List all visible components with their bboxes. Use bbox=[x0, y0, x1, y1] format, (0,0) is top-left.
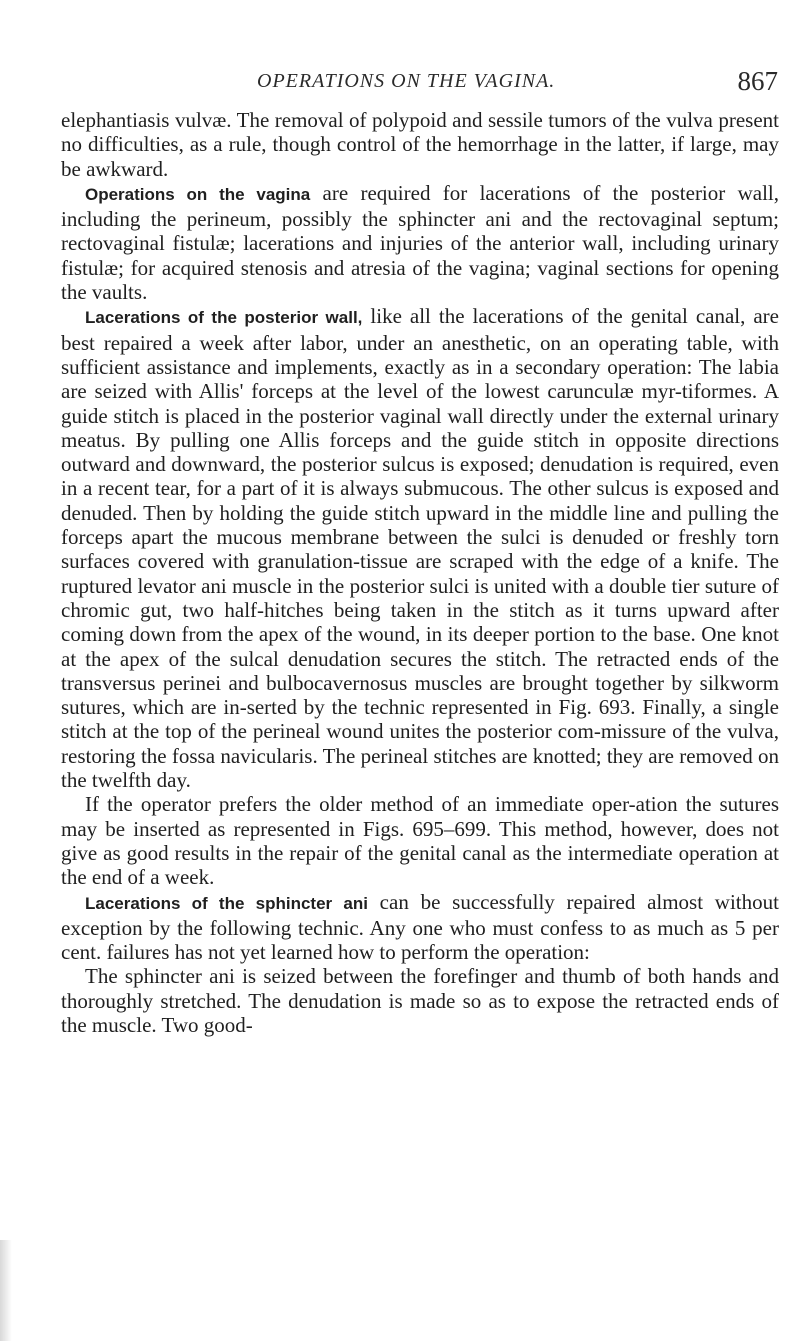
paragraph-3 bbox=[61, 304, 779, 792]
paragraph-4 bbox=[61, 792, 779, 889]
paragraph-2-text: are required for lacerations of the posterior wall, including the perineum, possibly the sphincter ani and the rectovaginal septum; rectovaginal fistulæ; lacerations and injuries of the anterior wall, including urinary fistulæ; for acquired stenosis and atresia of the vagina; vaginal sections for opening the vaults. bbox=[61, 180, 779, 305]
page-edge-shadow bbox=[0, 1240, 12, 1341]
paragraph-6 bbox=[61, 964, 779, 1037]
paragraph-3-heading: Lacerations of the posterior wall, bbox=[85, 308, 363, 328]
paragraph-6-text: The sphincter ani is seized between the forefinger and thumb of both hands and thoroughly stretched. The denudation is made so as to expose the retracted ends of the muscle. Two good- bbox=[61, 964, 779, 1037]
paragraph-4-text: If the operator prefers the older method of an immediate oper-ation the sutures may be inserted as represented in Figs. 695–699. This method, however, does not give as good results in the repair of the genital canal as the intermediate operation at the end of a week. bbox=[61, 792, 779, 890]
paragraph-1-text: elephantiasis vulvæ. The removal of polypoid and sessile tumors of the vulva present no difficulties, as a rule, though control of the hemorrhage in the latter, if large, may be awkward. bbox=[61, 108, 779, 181]
paragraph-2 bbox=[61, 181, 779, 304]
body-text bbox=[61, 108, 779, 1037]
page-header bbox=[62, 66, 778, 100]
page-number: 867 bbox=[737, 66, 778, 96]
paragraph-2-heading: Operations on the vagina bbox=[85, 184, 311, 204]
paragraph-5 bbox=[61, 890, 779, 965]
running-head: OPERATIONS ON THE VAGINA. bbox=[257, 70, 556, 92]
paragraph-1 bbox=[61, 108, 779, 181]
paragraph-3-text: like all the lacerations of the genital canal, are best repaired a week after labor, under an anesthetic, on an operating table, with sufficient assistance and implements, exactly as in a secondary operation: The labia are seized with Allis' forceps at the level of the lowest carunculæ myr-tiformes. A guide stitch is placed in the posterior vaginal wall directly under the external urinary meatus. By pulling one Allis forceps and the guide stitch in opposite directions outward and downward, the posterior sulcus is exposed; denudation is required, even in a recent tear, for a part of it is always submucous. The other sulcus is exposed and denuded. Then by holding the guide stitch upward in the middle line and pulling the forceps apart the mucous membrane between the sulci is denuded or freshly torn surfaces covered with granulation-tissue are scraped with the edge of a knife. The ruptured levator ani muscle in the posterior sulci is united with a double tier suture of chromic gut, two half-hitches being taken in the stitch as it turns upward after coming down from the apex of the wound, in its deeper portion to the base. One knot at the apex of the sulcal denudation secures the stitch. The retracted ends of the transversus perinei and bulbocavernosus muscles are brought together by silkworm sutures, which are in-serted by the technic represented in Fig. 693. Finally, a single stitch at the top of the perineal wound unites the posterior com-missure of the vulva, restoring the fossa navicularis. The perineal stitches are knotted; they are removed on the twelfth day. bbox=[61, 304, 780, 793]
paragraph-5-heading: Lacerations of the sphincter ani bbox=[85, 893, 368, 913]
paragraph-5-text: can be successfully repaired almost without exception by the following technic. Any one who must confess to as much as 5 per cent. failures has not yet learned how to perform the operation: bbox=[61, 889, 779, 965]
